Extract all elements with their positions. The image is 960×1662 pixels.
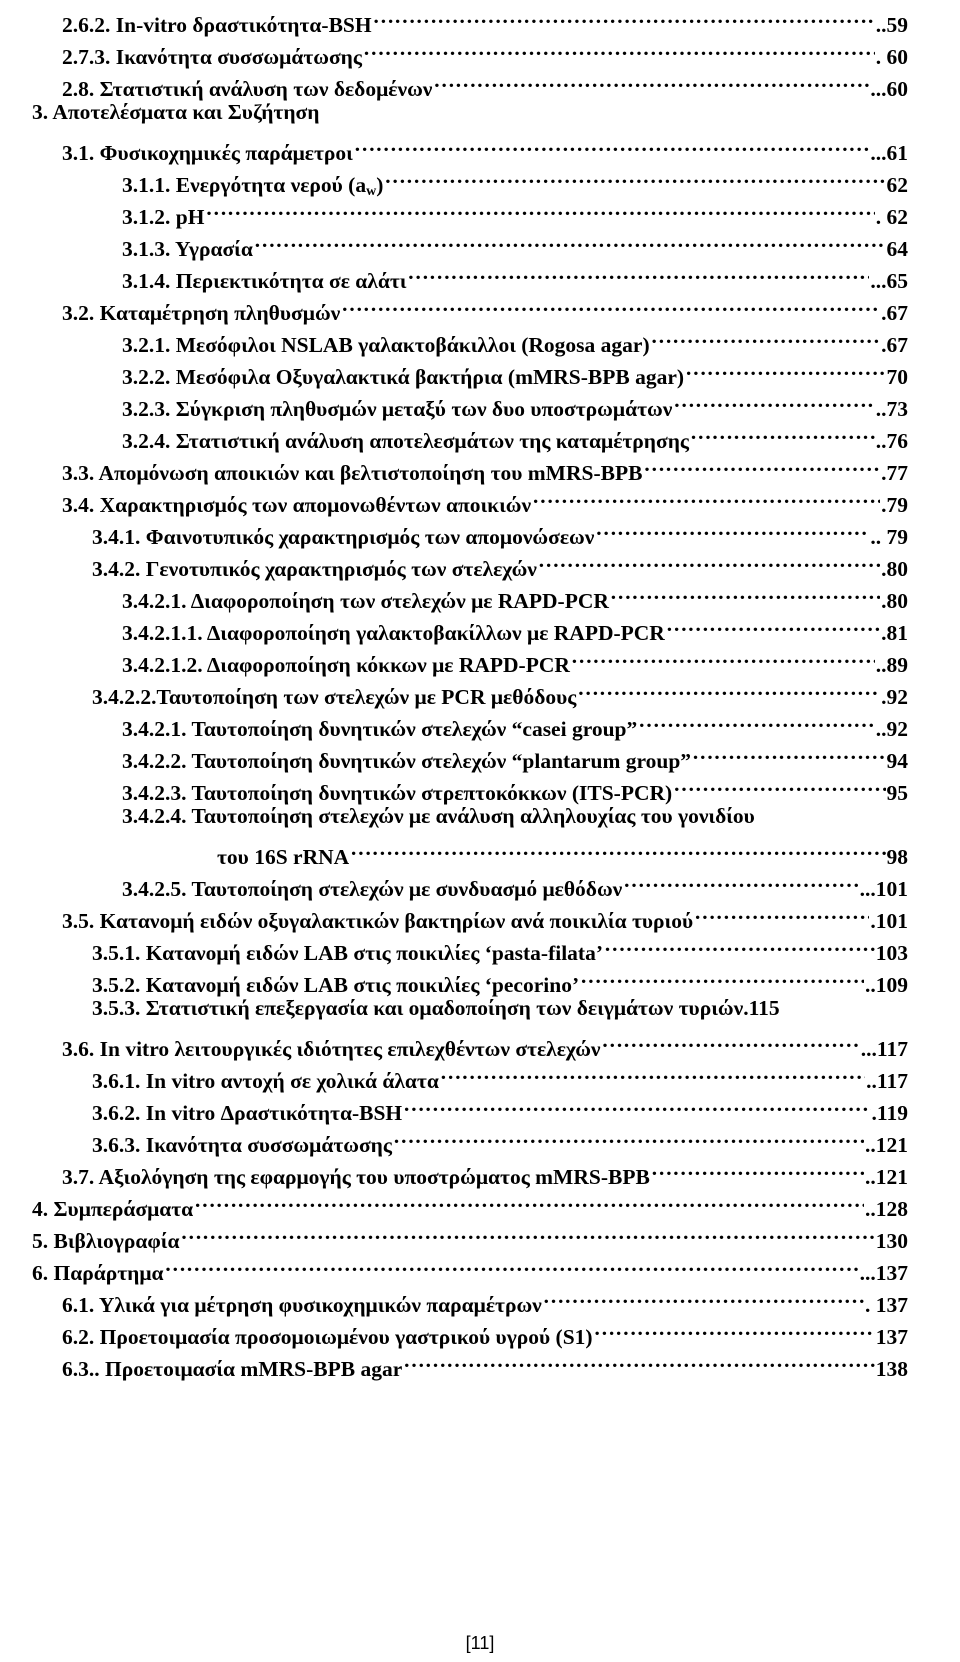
toc-entry — [62, 1024, 908, 1061]
toc-entry — [92, 1088, 908, 1125]
toc-entry-page: . 60 — [875, 45, 908, 69]
toc-entry-label: 3. Αποτελέσματα και Συζήτηση — [32, 100, 320, 124]
dot-leader — [643, 448, 880, 480]
toc-entry — [32, 1248, 908, 1285]
toc-entry-page: ...60 — [870, 77, 908, 101]
toc-entry-label: 3.5. Κατανομή ειδών οξυγαλακτικών βακτηρίων ανά ποικιλία τυριού — [62, 909, 694, 933]
toc-entry-label: 6.2. Προετοιμασία προσομοιωμένου γαστρικού υγρού (S1) — [62, 1325, 593, 1349]
toc-entry — [122, 416, 908, 453]
toc-entry-page: .67 — [881, 333, 908, 357]
toc-entry — [122, 224, 908, 261]
dot-leader — [373, 0, 875, 32]
toc-entry-page: ...61 — [870, 141, 908, 165]
toc-entry-page: .. 79 — [870, 525, 908, 549]
toc-entry-label: 3.3. Απομόνωση αποικιών και βελτιστοποίηση του mMRS-BPB — [62, 461, 643, 485]
toc-entry-label: 3.4.2.5. Ταυτοποίηση στελεχών με συνδυασμό μεθόδων — [122, 877, 623, 901]
toc-entry-label: 3.4.2.4. Ταυτοποίηση στελεχών με ανάλυση αλληλουχίας του γονιδίου — [122, 804, 755, 828]
dot-leader — [690, 416, 875, 448]
dot-leader — [577, 672, 880, 704]
toc-entry-label-subscript: w — [366, 184, 377, 199]
toc-entry-label: 3.4.2.1.1. Διαφοροποίηση γαλακτοβακίλλων με RAPD-PCR — [122, 621, 665, 645]
toc-entry-page: 64 — [886, 237, 908, 261]
toc-entry-label: 3.6.3. Ικανότητα συσσωμάτωσης — [92, 1133, 392, 1157]
toc-entry-label: 3.4.2.3. Ταυτοποίηση δυνητικών στρεπτοκόκκων (ITS-PCR) — [122, 781, 673, 805]
dot-leader — [194, 1184, 864, 1216]
toc-entry — [122, 768, 908, 805]
toc-entry-label: 3.4.2.2.Ταυτοποίηση των στελεχών με PCR μεθόδους — [92, 685, 577, 709]
toc-entry — [62, 0, 908, 37]
toc-entry-label: 3.4.2.2. Ταυτοποίηση δυνητικών στελεχών “plantarum group” — [122, 749, 692, 773]
toc-entry-label: 3.2.2. Μεσόφιλα Οξυγαλακτικά βακτήρια (mMRS-BPB agar) — [122, 365, 685, 389]
toc-entry — [62, 32, 908, 69]
toc-entry — [92, 512, 908, 549]
dot-leader — [673, 384, 874, 416]
page-number: [11] — [465, 1633, 495, 1653]
toc-entry-label: 3.4.2.1.2. Διαφοροποίηση κόκκων με RAPD-PCR — [122, 653, 570, 677]
dot-leader — [440, 1056, 865, 1088]
toc-entry — [122, 864, 908, 901]
dot-leader — [384, 160, 885, 192]
toc-entry-label: 3.5.2. Κατανομή ειδών LAB στις ποικιλίες ‘pecorino’ — [92, 973, 580, 997]
dot-leader — [595, 512, 869, 544]
toc-entry — [92, 544, 908, 581]
toc-entry-page: ...101 — [859, 877, 908, 901]
toc-entry — [62, 896, 908, 933]
toc-entry-page: ...137 — [859, 1261, 908, 1285]
toc-entry-label: 3.2.4. Στατιστική ανάλυση αποτελεσμάτων της καταμέτρησης — [122, 429, 689, 453]
toc-entry-page: ...65 — [870, 269, 908, 293]
dot-leader — [571, 640, 875, 672]
toc-entry-label: του 16S rRNA — [217, 845, 350, 869]
toc-entry-page: ..59 — [875, 13, 908, 37]
toc-entry — [62, 448, 908, 485]
dot-leader — [403, 1344, 875, 1376]
dot-leader — [350, 832, 885, 864]
toc-entry — [62, 128, 908, 165]
dot-leader — [543, 1280, 864, 1312]
toc-entry — [62, 64, 908, 101]
dot-leader — [651, 320, 881, 352]
toc-entry-label: 2.6.2. In-vitro δραστικότητα-BSH — [62, 13, 372, 37]
toc-entry — [62, 1152, 908, 1189]
toc-entry-page: .119 — [871, 1101, 908, 1125]
toc-entry-label: 3.4.1. Φαινοτυπικός χαρακτηρισμός των απομονώσεων — [92, 525, 595, 549]
dot-leader — [532, 480, 880, 512]
toc-entry-label: 3.1.3. Υγρασία — [122, 237, 253, 261]
dot-leader — [694, 896, 869, 928]
toc-entry-page: ..121 — [865, 1133, 908, 1157]
toc-entry-page: .80 — [881, 557, 908, 581]
dot-leader — [666, 608, 880, 640]
toc-entry-page: .77 — [881, 461, 908, 485]
toc-entry-label: 3.2.3. Σύγκριση πληθυσμών μεταξύ των δυο υποστρωμάτων — [122, 397, 673, 421]
dot-leader — [403, 1088, 870, 1120]
toc-entry-page: ..76 — [875, 429, 908, 453]
toc-entry-page: 103 — [875, 941, 908, 965]
toc-entry-label: 3.5.3. Στατιστική επεξεργασία και ομαδοποίηση των δειγμάτων τυριών.115 — [92, 996, 780, 1020]
toc-entry-label-prefix: 3.1.1. Ενεργότητα νερού (a — [122, 173, 367, 197]
dot-leader — [180, 1216, 874, 1248]
toc-entry-label: 3.2.1. Μεσόφιλοι NSLAB γαλακτοβάκιλλοι (Rogosa agar) — [122, 333, 650, 357]
toc-entry-label: 3.6. In vitro λειτουργικές ιδιότητες επιλεχθέντων στελεχών — [62, 1037, 601, 1061]
toc-entry-page: 94 — [886, 749, 908, 773]
toc-entry-page: .80 — [881, 589, 908, 613]
toc-entry-label: 3.1.4. Περιεκτικότητα σε αλάτι — [122, 269, 407, 293]
dot-leader — [623, 864, 858, 896]
toc-entry-page: .67 — [881, 301, 908, 325]
toc-entry — [122, 256, 908, 293]
toc-entry-page: .79 — [881, 493, 908, 517]
dot-leader — [580, 960, 864, 992]
toc-entry — [62, 1312, 908, 1349]
dot-leader — [610, 576, 880, 608]
dot-leader — [254, 224, 886, 256]
toc-entry-label: 2.7.3. Ικανότητα συσσωμάτωσης — [62, 45, 362, 69]
toc-entry — [92, 1120, 908, 1157]
toc-entry — [32, 1184, 908, 1221]
toc-entry-page: 130 — [875, 1229, 908, 1253]
dot-leader — [604, 928, 875, 960]
dot-leader — [638, 704, 874, 736]
dot-leader — [685, 352, 885, 384]
toc-entry-label: 3.1. Φυσικοχημικές παράμετροι — [62, 141, 353, 165]
toc-entry-label: 3.2. Καταμέτρηση πληθυσμών — [62, 301, 341, 325]
toc-entry — [122, 608, 908, 645]
toc-entry — [62, 288, 908, 325]
dot-leader — [692, 736, 885, 768]
toc-entry-label: 3.4.2.1. Διαφοροποίηση των στελεχών με RAPD-PCR — [122, 589, 609, 613]
toc-entry-page: ..89 — [875, 653, 908, 677]
dot-leader — [341, 288, 880, 320]
toc-entry-page: ..121 — [865, 1165, 908, 1189]
toc-entry-page: . 62 — [875, 205, 908, 229]
toc-entry-page: 137 — [875, 1325, 908, 1349]
toc-entry-page: ..117 — [866, 1069, 908, 1093]
dot-leader — [393, 1120, 864, 1152]
toc-entry-label: 3.4.2. Γενοτυπικός χαρακτηρισμός των στελεχών — [92, 557, 537, 581]
toc-entry-page: .92 — [881, 685, 908, 709]
toc-entry — [122, 352, 908, 389]
toc-entry-label: 6.1. Υλικά για μέτρηση φυσικοχημικών παραμέτρων — [62, 1293, 542, 1317]
toc-entry-continuation — [217, 832, 908, 869]
toc-entry-page: .101 — [870, 909, 908, 933]
toc-entry — [92, 1056, 908, 1093]
dot-leader — [651, 1152, 864, 1184]
toc-entry-page: 138 — [875, 1357, 908, 1381]
toc-entry-label: 5. Βιβλιογραφία — [32, 1229, 180, 1253]
toc-entry — [92, 928, 908, 965]
toc-entry — [122, 800, 908, 832]
toc-entry — [122, 704, 908, 741]
toc-entry-label: 6. Παράρτημα — [32, 1261, 164, 1285]
toc-entry — [32, 96, 432, 128]
dot-leader — [538, 544, 880, 576]
toc-entry-label: 3.6.1. In vitro αντοχή σε χολικά άλατα — [92, 1069, 439, 1093]
toc-entry — [122, 160, 908, 199]
toc-entry-label: 3.5.1. Κατανομή ειδών LAB στις ποικιλίες ‘pasta-filata’ — [92, 941, 603, 965]
toc-entry — [62, 480, 908, 517]
toc-entry-page: 95 — [886, 781, 908, 805]
toc-entry — [92, 960, 908, 997]
toc-entry-page: ..92 — [875, 717, 908, 741]
toc-entry-label: 3.7. Αξιολόγηση της εφαρμογής του υποστρώματος mMRS-BPB — [62, 1165, 650, 1189]
toc-entry-page: 98 — [886, 845, 908, 869]
toc-entry — [62, 1344, 908, 1381]
toc-entry — [122, 192, 908, 229]
toc-entry — [92, 672, 908, 709]
dot-leader — [407, 256, 869, 288]
toc-entry-page: ..73 — [875, 397, 908, 421]
toc-entry-page: ...117 — [860, 1037, 908, 1061]
dot-leader — [433, 64, 869, 96]
dot-leader — [673, 768, 885, 800]
toc-entry — [122, 576, 908, 613]
toc-entry-page: ..128 — [865, 1197, 908, 1221]
toc-entry — [32, 1216, 908, 1253]
toc-entry-label: 2.8. Στατιστική ανάλυση των δεδομένων — [62, 77, 433, 101]
toc-entry-label: 4. Συμπεράσματα — [32, 1197, 194, 1221]
dot-leader — [354, 128, 870, 160]
toc-entry-page: . 137 — [865, 1293, 908, 1317]
dot-leader — [602, 1024, 860, 1056]
toc-entry-page: .81 — [881, 621, 908, 645]
toc-entry — [92, 992, 908, 1024]
toc-entry — [62, 1280, 908, 1317]
toc-entry — [122, 736, 908, 773]
toc-entry — [122, 640, 908, 677]
toc-entry-label: 3.1.2. pH — [122, 205, 205, 229]
toc-entry-page: ..109 — [865, 973, 908, 997]
toc-entry-label: 3.4. Χαρακτηρισμός των απομονωθέντων αποικιών — [62, 493, 532, 517]
dot-leader — [165, 1248, 859, 1280]
dot-leader — [205, 192, 874, 224]
toc-entry-label-suffix: ) — [376, 173, 384, 197]
dot-leader — [363, 32, 875, 64]
toc-entry-label: 3.6.2. In vitro Δραστικότητα-BSH — [92, 1101, 403, 1125]
dot-leader — [594, 1312, 875, 1344]
toc-entry — [122, 384, 908, 421]
toc-entry-label: 6.3.. Προετοιμασία mMRS-BPB agar — [62, 1357, 403, 1381]
toc-entry — [122, 320, 908, 357]
toc-entry-page: 70 — [886, 365, 908, 389]
toc-entry-label: 3.4.2.1. Ταυτοποίηση δυνητικών στελεχών “casei group” — [122, 717, 638, 741]
toc-entry-page: 62 — [886, 173, 908, 197]
